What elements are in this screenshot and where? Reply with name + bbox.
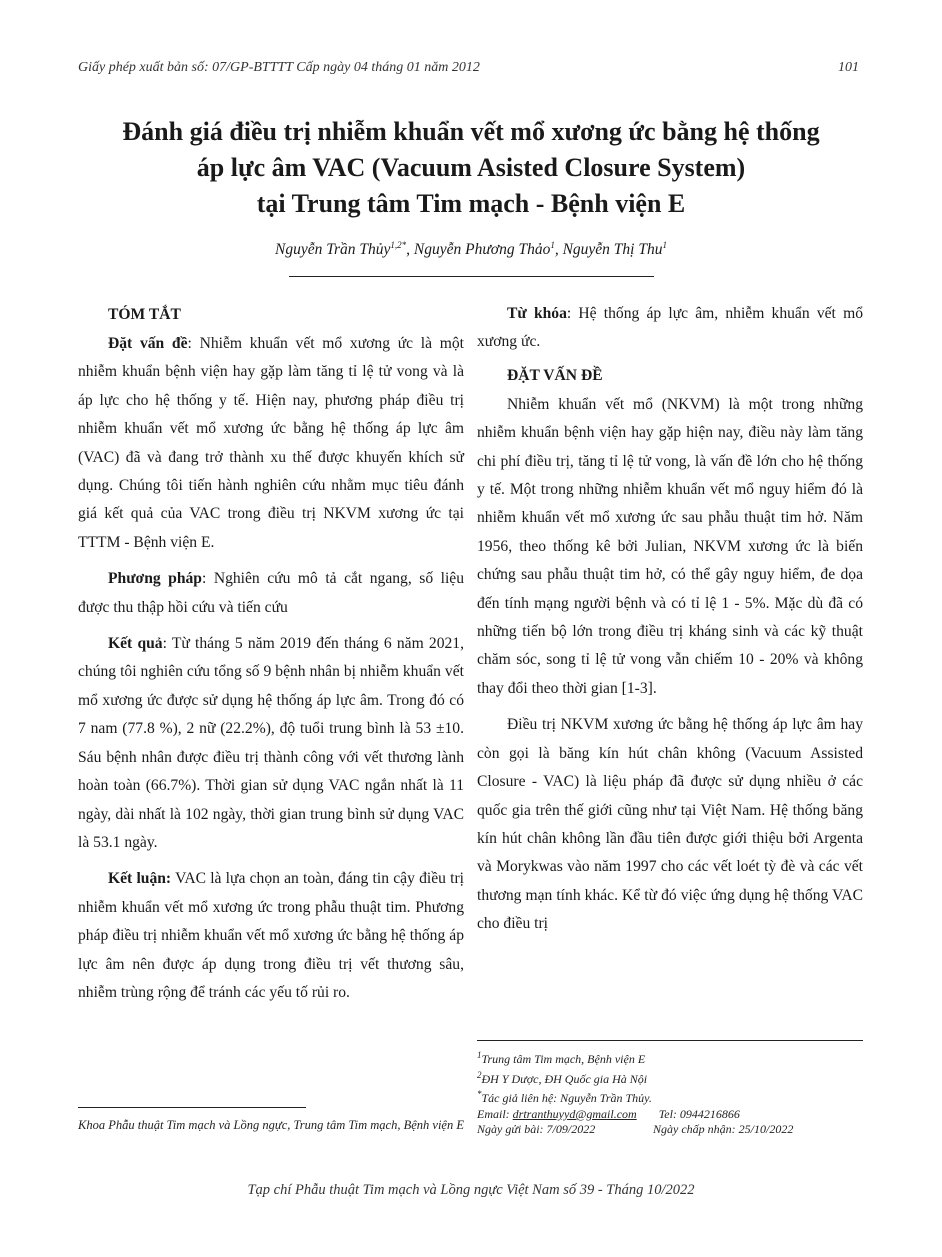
- results-text: : Từ tháng 5 năm 2019 đến tháng 6 năm 2021, chúng tôi nghiên cứu tổng số 9 bệnh nhân bị nhiễm khuẩn vết mổ xương ức được sử dụng hệ thống áp lực âm. Trong đó có 7 nam (77.8 %), 2 nữ (22.2%), độ tuổi trung bình là 53 ±10. Sáu bệnh nhân được điều trị thành công với vết thương lành hoàn toàn (66.7%). Thời gian sử dụng VAC ngắn nhất là 11 ngày, dài nhất là 102 ngày, thời gian trung bình sử dụng VAC là 53.1 ngày.: [78, 635, 464, 851]
- title-line-1: Đánh giá điều trị nhiễm khuẩn vết mổ xương ức bằng hệ thống: [122, 117, 820, 146]
- submission-dates: [477, 1122, 863, 1138]
- received-date: Ngày gửi bài: 7/09/2022: [477, 1122, 596, 1137]
- author-separator: ,: [554, 241, 563, 259]
- corresponding-text: Tác giả liên hệ: Nguyễn Trần Thủy.: [481, 1091, 652, 1106]
- affiliation-1-mark: 1: [477, 1050, 482, 1060]
- abstract-heading: TÓM TẮT: [108, 306, 181, 323]
- affiliation-2-mark: 2: [477, 1069, 482, 1080]
- introduction-column: [477, 300, 863, 939]
- author-1: Nguyễn Trần Thủy: [275, 241, 391, 259]
- abstract-conclusion: [78, 865, 464, 1007]
- conclusion-label: Kết luận:: [108, 870, 172, 888]
- footnote-left: Khoa Phẫu thuật Tim mạch và Lồng ngực, Trung tâm Tim mạch, Bệnh viện E: [78, 1118, 464, 1132]
- background-label: Đặt vấn đề: [108, 335, 188, 352]
- phone-number: Tel: 0944216866: [658, 1106, 740, 1121]
- email-label: Email:: [477, 1106, 513, 1121]
- corresponding-author: [477, 1087, 863, 1107]
- introduction-paragraph-1: Nhiễm khuẩn vết mổ (NKVM) là một trong những nhiễm khuẩn bệnh viện hay gặp hiện nay, điều này làm tăng chi phí điều trị, tăng tỉ lệ tử vong, là vấn đề lớn cho hệ thống y tế. Một trong những nhiễm khuẩn vết mổ nguy hiểm đó là nhiễm khuẩn vết mổ xương ức sau phẫu thuật tim hở. Năm 1956, theo thống kê bởi Julian, NKVM xương ức là biến chứng sau phẫu thuật tim hở, có thể gây nguy hiểm, đe dọa đến tính mạng người bệnh và có tỉ lệ 1 - 5%. Mặc dù đã có những tiến bộ lớn trong điều trị kháng sinh và các kỹ thuật chăm sóc, song tỉ lệ tử vong vẫn chiếm 10 - 20% và không thay đổi theo thời gian [1-3].: [477, 395, 863, 697]
- affiliation-2: [477, 1068, 863, 1088]
- author-2-affiliation: 1: [550, 240, 555, 250]
- keywords-label: Từ khóa: [507, 305, 567, 322]
- license-header: Giấy phép xuất bản số: 07/GP-BTTTT Cấp ngày 04 tháng 01 năm 2012: [78, 60, 480, 75]
- title-line-3: tại Trung tâm Tim mạch - Bệnh viện E: [256, 189, 686, 218]
- author-1-affiliation: 1,2*: [390, 240, 407, 250]
- abstract-column: [78, 300, 464, 1007]
- keywords-text: : Hệ thống áp lực âm, nhiễm khuẩn vết mổ xương ức.: [477, 305, 863, 351]
- title-line-2: áp lực âm VAC (Vacuum Asisted Closure System): [196, 153, 746, 182]
- introduction-heading: ĐẶT VẤN ĐỀ: [507, 366, 603, 384]
- conclusion-text: VAC là lựa chọn an toàn, đáng tin cậy điều trị nhiễm khuẩn vết mổ xương ức trong phẫu thuật tim. Phương pháp điều trị nhiễm khuẩn vết mổ xương ức bằng hệ thống áp lực âm nên được áp dụng trong điều trị vết thương sâu, nhiễm trùng rộng để tránh các yếu tố rủi ro.: [78, 870, 465, 1001]
- method-text: : Nghiên cứu mô tả cắt ngang, số liệu được thu thập hồi cứu và tiến cứu: [78, 570, 464, 616]
- author-separator: ,: [406, 241, 414, 259]
- footnote-divider-right: [477, 1040, 863, 1041]
- keywords: [477, 300, 863, 357]
- author-3-affiliation: 1: [662, 240, 667, 250]
- author-3: Nguyễn Thị Thu: [562, 241, 663, 259]
- footnote-divider-left: [78, 1107, 306, 1108]
- email-link[interactable]: drtranthuyyd@gmail.com: [512, 1106, 637, 1121]
- method-label: Phương pháp: [108, 570, 202, 588]
- contact-line: [477, 1107, 863, 1123]
- author-list: [150, 240, 792, 259]
- results-label: Kết quả: [108, 635, 163, 653]
- abstract-background: [78, 330, 464, 557]
- affiliation-1-text: Trung tâm Tim mạch, Bệnh viện E: [481, 1052, 646, 1066]
- corresponding-mark: *: [477, 1089, 482, 1100]
- affiliation-1: [477, 1048, 863, 1068]
- journal-footer: Tạp chí Phẫu thuật Tim mạch và Lồng ngực Việt Nam số 39 - Tháng 10/2022: [247, 1182, 695, 1198]
- abstract-method: [78, 565, 464, 622]
- abstract-results: [78, 630, 464, 857]
- affiliation-2-text: ĐH Y Dược, ĐH Quốc gia Hà Nội: [481, 1071, 648, 1086]
- author-2: Nguyễn Phương Thảo: [413, 241, 551, 259]
- accepted-date: Ngày chấp nhận: 25/10/2022: [653, 1122, 794, 1137]
- introduction-paragraph-2: Điều trị NKVM xương ức bằng hệ thống áp lực âm hay còn gọi là băng kín hút chân không (Vacuum Assisted Closure - VAC) là liệu pháp đã được sử dụng nhiều ở các quốc gia trên thế giới cũng như tại Việt Nam. Hệ thống băng kín hút chân không lần đầu tiên được giới thiệu bởi Argenta và Morykwas vào năm 1997 cho các vết loét tỳ đè và các vết thương mạn tính khác. Kể từ đó việc ứng dụng hệ thống VAC cho điều trị: [477, 716, 863, 933]
- author-divider: [289, 276, 654, 277]
- article-title: [60, 114, 882, 222]
- background-text: : Nhiễm khuẩn vết mổ xương ức là một nhiễm khuẩn bệnh viện hay gặp làm tăng tỉ lệ tử vong và là áp lực cho hệ thống y tế. Hiện nay, phương pháp điều trị nhiễm khuẩn vết mổ xương ức bằng hệ thống áp lực âm (VAC) đã và đang trở thành xu thế được khuyến khích sử dụng. Chúng tôi tiến hành nghiên cứu nhằm mục tiêu đánh giá kết quả của VAC trong điều trị NKVM xương ức tại TTTM - Bệnh viện E.: [78, 335, 464, 551]
- page-number: 101: [838, 60, 859, 75]
- affiliations-footnote: [477, 1048, 863, 1138]
